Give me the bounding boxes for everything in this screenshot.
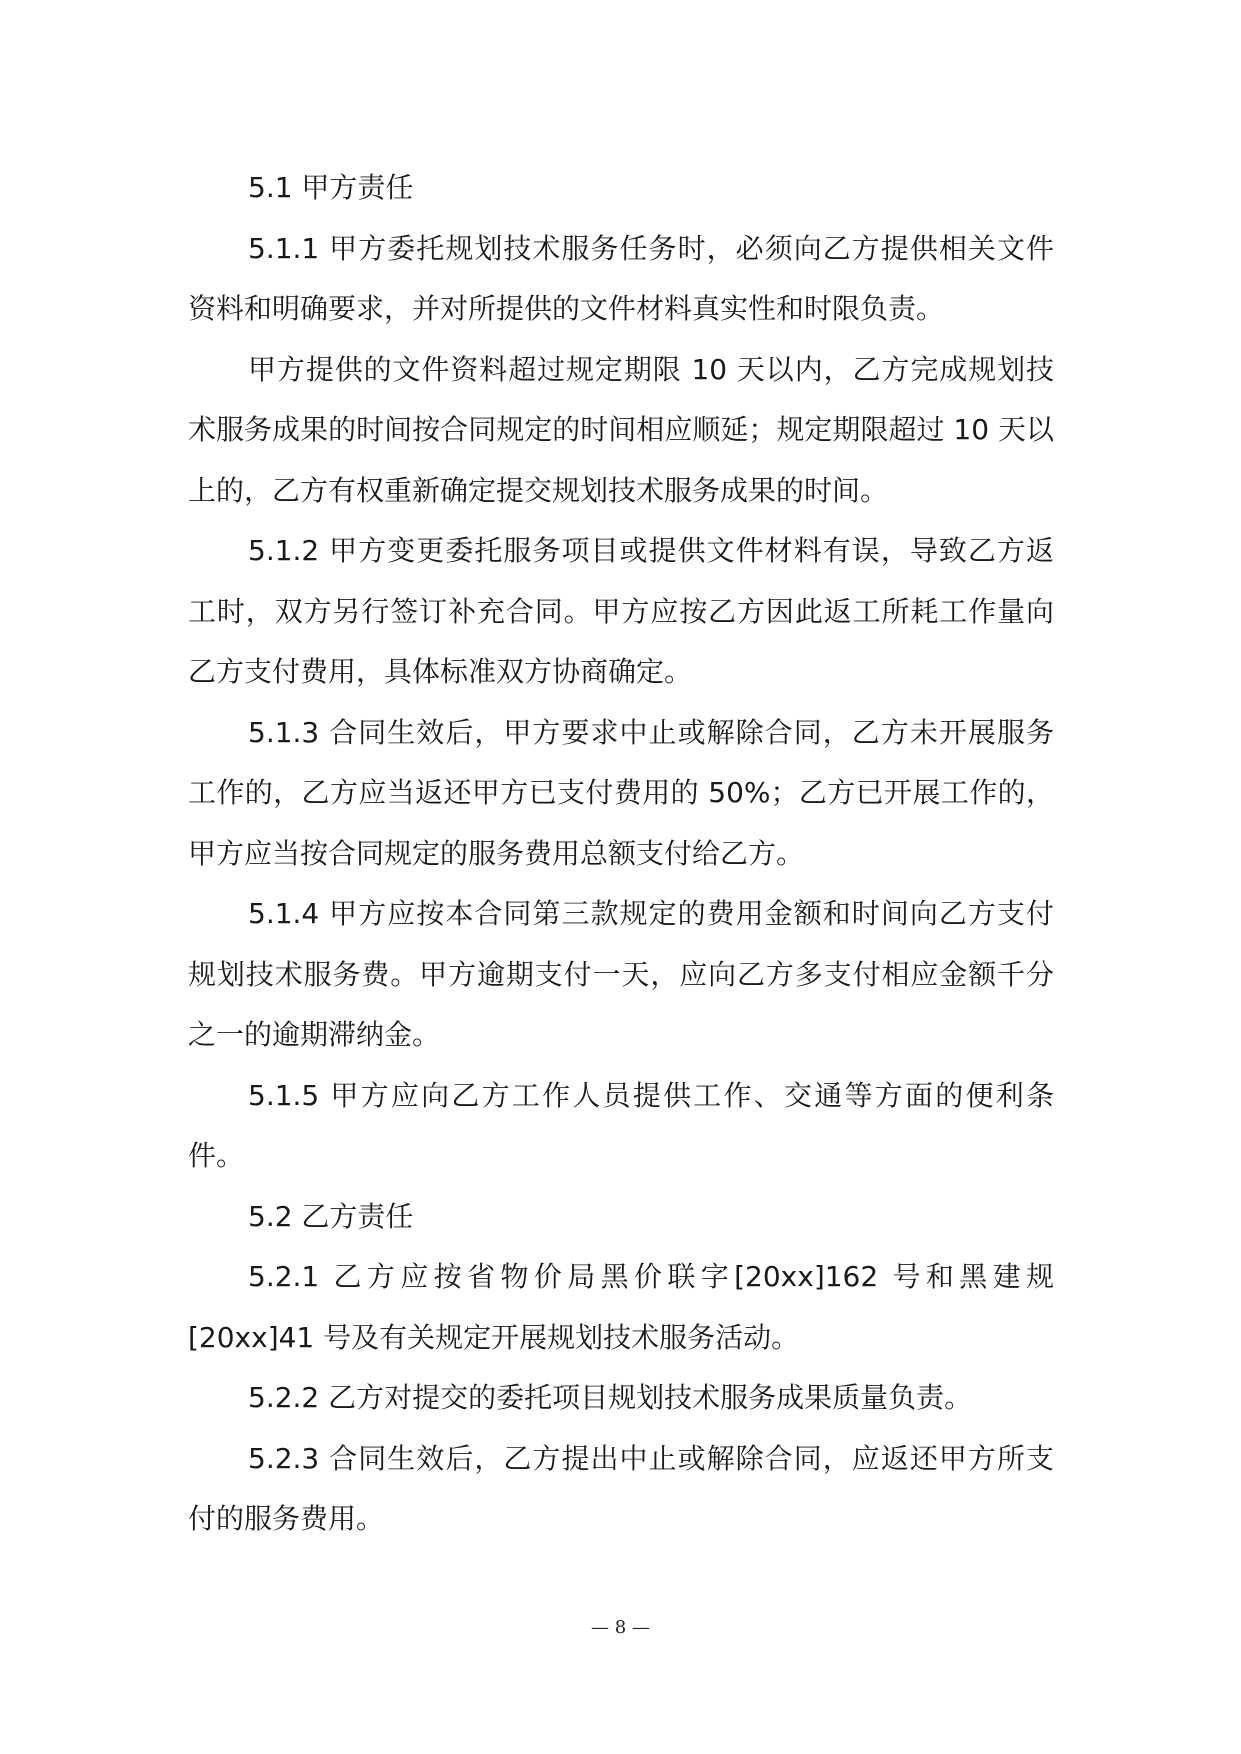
clause-5-1-5: 5.1.5 甲方应向乙方工作人员提供工作、交通等方面的便利条件。 [188,1078,1054,1172]
clause-5-1-2: 5.1.2 甲方变更委托服务项目或提供文件材料有误，导致乙方返工时，双方另行签订补充合同。甲方应按乙方因此返工所耗工作量向乙方支付费用，具体标准双方协商确定。 [188,534,1054,688]
clause-5-1-4: 5.1.4 甲方应按本合同第三款规定的费用金额和时间向乙方支付规划技术服务费。甲方逾期支付一天，应向乙方多支付相应金额千分之一的逾期滞纳金。 [188,897,1054,1051]
clause-5-2-3: 5.2.3 合同生效后，乙方提出中止或解除合同，应返还甲方所支付的服务费用。 [188,1441,1054,1535]
clause-5-2-1: 5.2.1 乙方应按省物价局黑价联字[20xx]162 号和黑建规[20xx]41 号及有关规定开展规划技术服务活动。 [188,1260,1054,1354]
clause-5-2-2: 5.2.2 乙方对提交的委托项目规划技术服务成果质量负责。 [248,1381,973,1414]
section-heading-5-1: 5.1 甲方责任 [248,171,414,204]
clause-5-1-3: 5.1.3 合同生效后，甲方要求中止或解除合同，乙方未开展服务工作的，乙方应当返还甲方已支付费用的 50%；乙方已开展工作的，甲方应当按合同规定的服务费用总额支付给乙方。 [188,715,1054,870]
document-body [188,158,1054,1550]
page-number: — 8 — [591,1617,650,1638]
section-heading-5-2: 5.2 乙方责任 [248,1199,414,1233]
clause-5-1-1-continued: 甲方提供的文件资料超过规定期限 10 天以内，乙方完成规划技术服务成果的时间按合同规定的时间相应顺延；规定期限超过 10 天以上的，乙方有权重新确定提交规划技术服务成果的时间。 [188,352,1054,507]
clause-5-1-1: 5.1.1 甲方委托规划技术服务任务时，必须向乙方提供相关文件资料和明确要求，并对所提供的文件材料真实性和时限负责。 [188,231,1054,325]
